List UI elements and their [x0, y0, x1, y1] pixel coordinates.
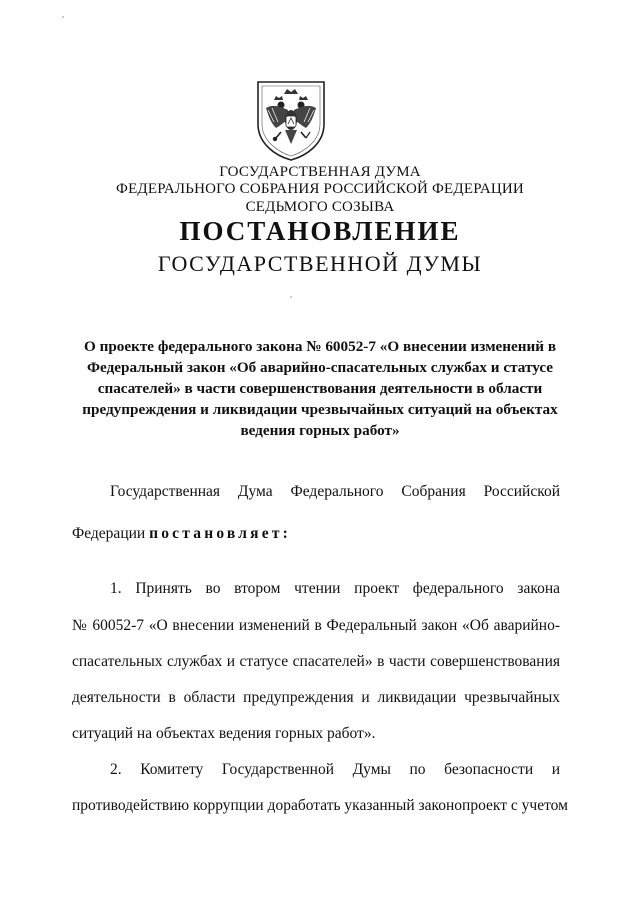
document-subheading: ГОСУДАРСТВЕННОЙ ДУМЫ [157, 251, 483, 276]
item1-line: деятельности в области предупреждения и ликвидации чрезвычайных [72, 689, 560, 706]
title-line: предупреждения и ликвидации чрезвычайных ситуаций на объектах [82, 401, 558, 418]
scan-speck [62, 16, 64, 18]
item2-line: противодействию коррупции доработать указанный законопроект с учетом [72, 797, 568, 814]
item1-line: ситуаций на объектах ведения горных работ». [72, 725, 376, 742]
convocation-line: СЕДЬМОГО СОЗЫВА [245, 199, 395, 215]
item1-line: спасательных службах и статусе спасателей» в части совершенствования [72, 653, 560, 670]
preamble-text: Федерации [72, 525, 150, 542]
item1-line: № 60052-7 «О внесении изменений в Федеральный закон «Об аварийно- [72, 617, 560, 634]
resolution-title [60, 336, 580, 441]
org-name-line2: ФЕДЕРАЛЬНОГО СОБРАНИЯ РОССИЙСКОЙ ФЕДЕРАЦИИ [116, 181, 524, 197]
document-type-heading: ПОСТАНОВЛЕНИЕ [179, 216, 461, 246]
org-name-line1: ГОСУДАРСТВЕННАЯ ДУМА [219, 164, 421, 180]
title-line: ведения горных работ» [240, 422, 400, 439]
preamble-line: Государственная Дума Федерального Собрания Российской [110, 483, 560, 500]
item1-line: 1. Принять во втором чтении проект федерального закона [110, 580, 560, 597]
title-line: спасателей» в части совершенствования деятельности в области [97, 380, 543, 397]
decides-verb: постановляет: [149, 525, 291, 542]
scan-speck [290, 296, 292, 298]
item2-line: 2. Комитету Государственной Думы по безопасности и [110, 761, 560, 778]
preamble-line [72, 525, 560, 543]
coat-of-arms-emblem [254, 78, 328, 162]
title-line: Федеральный закон «Об аварийно-спасательных службах и статусе [86, 359, 553, 376]
title-line: О проекте федерального закона № 60052-7 «О внесении изменений в [83, 338, 557, 355]
